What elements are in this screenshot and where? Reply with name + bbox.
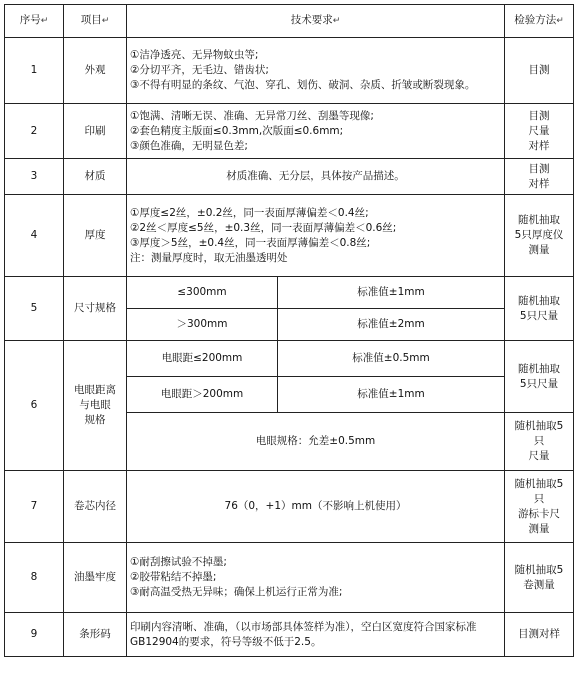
row-item: 卷芯内径 [64, 471, 127, 543]
row-item: 印刷 [64, 104, 127, 159]
row-method: 目测对样 [505, 613, 574, 657]
row-number: 7 [5, 471, 64, 543]
size-tolerance: 标准值±2mm [278, 309, 505, 341]
row-number: 6 [5, 341, 64, 471]
row-requirement: ①饱满、清晰无误、准确、无异常刀丝、刮墨等现像; ②套色精度主版面≤0.3mm,次版面≤0.6mm; ③颜色准确，无明显色差; [127, 104, 505, 159]
table-row [5, 159, 574, 195]
row-item: 外观 [64, 38, 127, 104]
table-row [5, 471, 574, 543]
row-method: 随机抽取5 只 游标卡尺 测量 [505, 471, 574, 543]
eye-distance-condition: 电眼距＞200mm [127, 377, 278, 413]
size-condition: ＞300mm [127, 309, 278, 341]
row-item: 尺寸规格 [64, 277, 127, 341]
row-item: 油墨牢度 [64, 543, 127, 613]
row-number: 3 [5, 159, 64, 195]
table-row [5, 543, 574, 613]
table-row [5, 341, 574, 377]
eye-distance-condition: 电眼距≤200mm [127, 341, 278, 377]
row-requirement: ①耐刮擦试验不掉墨; ②胶带粘结不掉墨; ③耐高温受热无异味；确保上机运行正常为准; [127, 543, 505, 613]
spec-table [4, 4, 574, 657]
table-row [5, 104, 574, 159]
row-method: 随机抽取 5只尺量 [505, 341, 574, 413]
row-item: 材质 [64, 159, 127, 195]
row-method: 目测 尺量 对样 [505, 104, 574, 159]
header-item: 项目↵ [64, 5, 127, 38]
row-method: 随机抽取 5只尺量 [505, 277, 574, 341]
header-no: 序号↵ [5, 5, 64, 38]
eye-spec: 电眼规格：允差±0.5mm [127, 413, 505, 471]
row-method: 目测 [505, 38, 574, 104]
row-number: 9 [5, 613, 64, 657]
row-method: 目测 对样 [505, 159, 574, 195]
table-row [5, 38, 574, 104]
header-requirement: 技术要求↵ [127, 5, 505, 38]
row-requirement: 印刷内容清晰、准确，（以市场部具体签样为准），空白区宽度符合国家标准GB12904的要求，符号等级不低于2.5。 [127, 613, 505, 657]
row-requirement: ①洁净透亮、无异物蚊虫等; ②分切平齐，无毛边、错齿状; ③不得有明显的条纹、气泡、穿孔、划伤、破洞、杂质、折皱或断裂现象。 [127, 38, 505, 104]
header-method: 检验方法↵ [505, 5, 574, 38]
row-item: 厚度 [64, 195, 127, 277]
table-row [5, 195, 574, 277]
row-method: 随机抽取 5只厚度仪 测量 [505, 195, 574, 277]
row-item: 电眼距离 与电眼 规格 [64, 341, 127, 471]
table-row [5, 277, 574, 309]
row-method: 随机抽取5 只 尺量 [505, 413, 574, 471]
row-requirement: ①厚度≤2丝，±0.2丝，同一表面厚薄偏差＜0.4丝; ②2丝＜厚度≤5丝，±0.3丝，同一表面厚薄偏差＜0.6丝; ③厚度＞5丝，±0.4丝，同一表面厚薄偏差＜0.8丝; 注：测量厚度时，取无油墨透明处 [127, 195, 505, 277]
size-condition: ≤300mm [127, 277, 278, 309]
row-item: 条形码 [64, 613, 127, 657]
row-number: 8 [5, 543, 64, 613]
row-number: 1 [5, 38, 64, 104]
row-requirement: 材质准确、无分层，具体按产品描述。 [127, 159, 505, 195]
row-number: 4 [5, 195, 64, 277]
row-number: 5 [5, 277, 64, 341]
table-row [5, 613, 574, 657]
row-requirement: 76（0，+1）mm（不影响上机使用） [127, 471, 505, 543]
row-method: 随机抽取5 卷测量 [505, 543, 574, 613]
eye-distance-tolerance: 标准值±1mm [278, 377, 505, 413]
header-row [5, 5, 574, 38]
eye-distance-tolerance: 标准值±0.5mm [278, 341, 505, 377]
size-tolerance: 标准值±1mm [278, 277, 505, 309]
row-number: 2 [5, 104, 64, 159]
